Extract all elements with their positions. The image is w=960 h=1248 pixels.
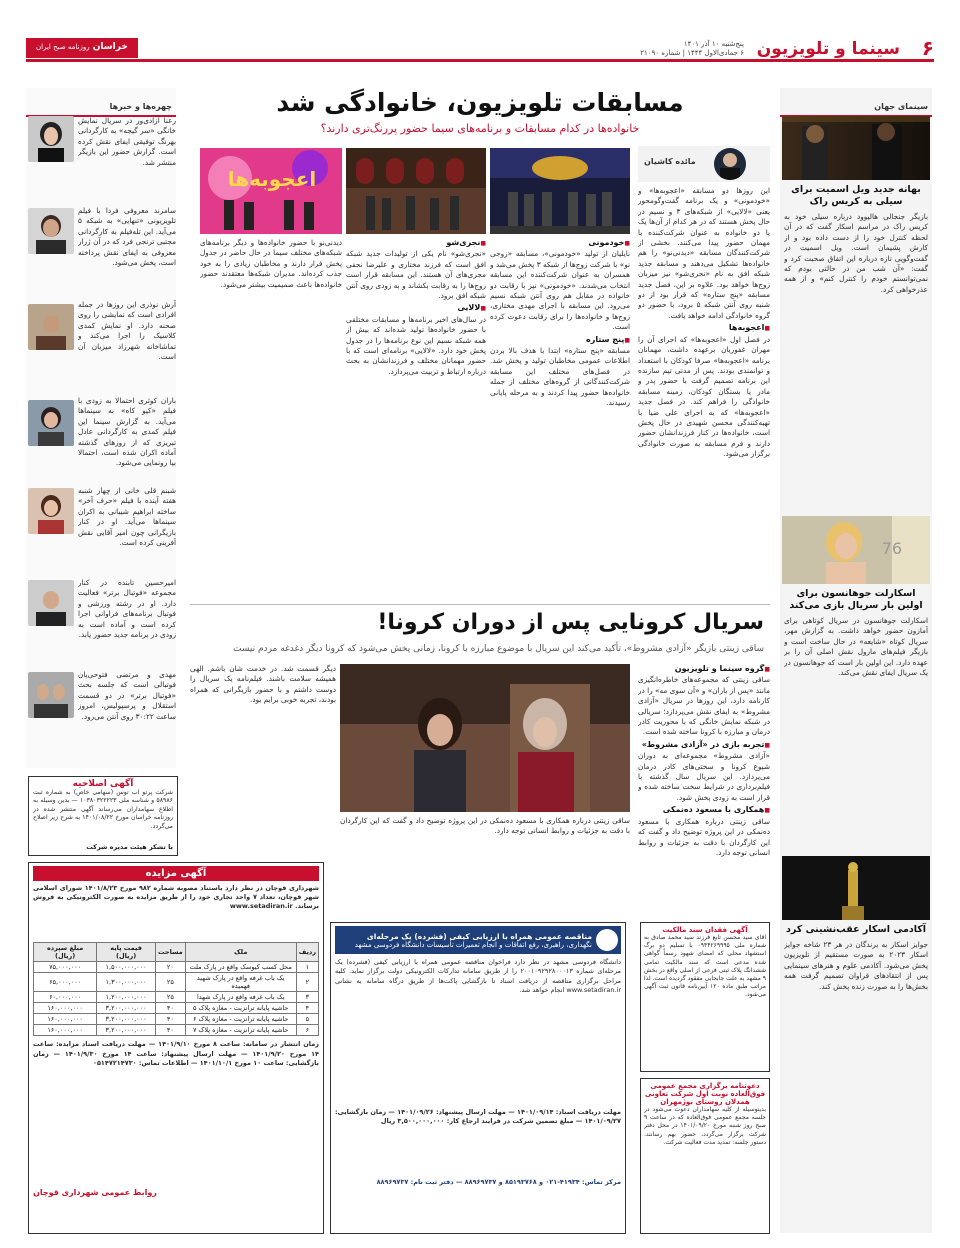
section-divider: [190, 604, 770, 605]
face-photo-7: [28, 672, 74, 718]
series-col-3: دیگر قسمت شد. در خدمت شان باشم. الهی همیشه سلامت باشند. فیلم‌نامه یک سریال را دوست داشتم و با حضور بازیگرانی که همراه بودند، تجربه خوبی برایم بود.: [190, 664, 336, 705]
world-text-1: بازیگر جنجالی هالیوود درباره سیلی خود به کریس راک در مراسم اسکار گفت که در آن لحظه کنترل خود را از دست داده بود و از کارش پشیمان است. ویل اسمیت در گفت‌وگویی تازه درباره این اتفاق صحبت کرد و گفت: «آن شب من در حالتی بودم که نمی‌توانستم خودم را کنترل کنم» و از همه عذرخواهی کرد.: [784, 212, 928, 294]
face-text-1: رعنا آزادی‌ور در سریال نمایش خانگی «سر گیجه» به کارگردانی بهرنگ توفیقی ایفای نقش کرده است. گزارش حضور این بازیگر منتشر شد.: [78, 116, 176, 167]
main-subtitle: خانواده‌ها در کدام مسابقات و برنامه‌های سیما حضور پررنگ‌تری دارند؟: [320, 122, 640, 135]
series-title: سریال کرونایی پس از دوران کرونا!: [377, 610, 764, 635]
page-header: [26, 36, 934, 62]
svg-text:اعجوبه‌ها: اعجوبه‌ها: [227, 167, 317, 191]
scarlett-photo: [782, 516, 930, 584]
face-photo-2: [28, 208, 74, 254]
table-row: ۲ یک باب غرفه واقع در پارک شهید فهمیده ۲۵ ۱,۳۰۰,۰۰۰,۰۰۰ ۶۵,۰۰۰,۰۰۰: [34, 973, 319, 992]
world-caption-2: اسکارلت جوهانسون برای اولین بار سریال بازی می‌کند: [789, 588, 923, 611]
will-smith-photo: [782, 116, 930, 180]
series-col-1: ■ گروه سینما و تلویزیون ساقی زینتی که مجموعه‌های خاطره‌انگیزی مانند «پس از باران» و «آن سوی مه» را در کارنامه دارد، این روزها در سریال «آزادی مشروط» به ایفای نقش می‌پردازد؛ سریالی در شبکه نمایش خانگی که با محوریت کادر درمان و مبارزه با کرونا ساخته شده است. ■ تجربه بازی در «آزادی مشروط» «آزادی مشروط» مجموعه‌ای به دوران شیوع کرونا و سختی‌های کادر درمان می‌پردازد. این سریال سال گذشته با فیلم‌برداری در شرایط سخت ساخته شده و قرار است به زودی پخش شود. ■ همکاری با مسعود ده‌نمکی ساقی زینتی درباره همکاری با مسعود ده‌نمکی در این پروژه توضیح داد و گفت که این کارگردان با دقت به جزئیات و روابط انسانی توجه دارد.: [638, 664, 770, 1094]
table-row: ۴ حاشیه پایانه ترانزیت - مغازه پلاک ۵ ۴۰ ۳,۲۰۰,۰۰۰,۰۰۰ ۱۶۰,۰۰۰,۰۰۰: [34, 1003, 319, 1014]
face-text-6: امیرحسین تابنده در کنار مجموعه «فوتبال برتر» فعالیت دارد. او در رشته ورزشی و فوتبال برنامه‌های فراوانی اجرا کرده است و آماده است به زودی در برنامه جدید حضور یابد.: [78, 578, 176, 640]
brand-logo: خراسان روزنامه صبح ایران: [26, 38, 138, 58]
oscar-photo: [782, 856, 930, 920]
main-col-1: این روزها دو مسابقه «اعجوبه‌ها» و «خودمونی» و یک برنامه گفت‌وگومحور یعنی «لالایی» از شبکه‌های ۳ و نسیم در حال پخش هستند که در هر کدام از آن‌ها یک یا دو خانواده به عنوان شرکت‌کننده یا مهمان حضور پیدا می‌کنند. بخشی از شرکت‌کنندگان مسابقه «دیدنی‌نو» را هم خانواده‌ها تشکیل می‌دهند و مسابقه جدید شبکه افق به نام «نجری‌شو» نیز میزبان زوج‌ها خواهد بود. علاوه بر این، فصل جدید مسابقه «پنج ستاره» که قرار بود از دو شنبه روی آنتن شبکه ۵ برود، با حضور دو گروه خانوادگی ادامه خواهد یافت. ■ اعجوبه‌ها در فصل اول «اعجوبه‌ها» که اجرای آن را مهران غفوریان برعهده داشت، مهمانان برنامه «اعجوبه‌ها» صرفا کودکان با استعداد و توانمندی بودند. پس از مدتی تیم سازنده این برنامه تصمیم گرفت با حضور پدر و مادر یا بستگان کودکان، زمینه مسابقه خانوادگی را فراهم کند. در فصل جدید «اعجوبه‌ها» که به اجرای علی ضیا با تهیه‌کنندگی محسن شهیدی در حال پخش است، خانواده‌ها در کنار فرزندانشان حضور دارند و فرم مسابقه به صورت خانوادگی برگزار می‌شود.: [638, 186, 770, 594]
assembly-notice: دعوتنامه برگزاری مجمع عمومی فوق‌العاده نوبت اول شرکت تعاونی همدلان روستای بوژمهران بدینوسیله از کلیه سهامداران دعوت می‌شود در جلسه مجمع عمومی فوق‌العاده که در ساعت ۹ صبح روز شنبه مورخ ۱۴۰۱/۰۹/۲۰ در محل دفتر شرکت برگزار می‌گردد، حضور بهم رسانند. دستور جلسه: تمدید مدت فعالیت شرکت.: [640, 1078, 770, 1234]
face-photo-6: [28, 580, 74, 626]
series-col-2: ساقی زینتی درباره همکاری با مسعود ده‌نمکی در این پروژه توضیح داد و گفت که این کارگردان با دقت به جزئیات و روابط انسانی توجه دارد.: [340, 816, 630, 836]
face-text-2: سامرند معروفی فردا با فیلم تلویزیونی «تنهایی» به شبکه ۵ می‌آید. این تله‌فیلم به کارگردانی مجتبی ترنجی فرد که در آن ژرار معروفی به ایفای نقش پرداخته است، پخش می‌شود.: [78, 206, 176, 268]
faces-heading: چهره‌ها و خبرها: [26, 92, 176, 117]
face-photo-3: [28, 304, 74, 350]
author-name: مائده کاشیان: [644, 157, 696, 166]
author-box: [638, 146, 770, 182]
series-photo: [340, 664, 630, 812]
main-col-4: دیدنی‌نو با حضور خانواده‌ها و دیگر برنامه‌های شبکه‌های مختلف سیما در حال حاضر در جدول پخش قرار دارند و مخاطبان زیادی را به خود جذب کرده‌اند. مدیران شبکه‌ها معتقدند حضور خانواده‌ها باعث صمیمیت بیشتر می‌شود.: [200, 238, 342, 289]
table-row: ۱ محل کسب کیوسک واقع در پارک ملت ۲۰ ۱,۵۰۰,۰۰۰,۰۰۰ ۷۵,۰۰۰,۰۰۰: [34, 962, 319, 973]
main-col-2: ■ خودمونی نایلیان از تولید «خودمونی»، مسابقه «زوجی نو» با شرکت زوج‌ها از شبکه ۳ پخش می‌شد و همسران به عنوان شرکت‌کننده این مسابقه انتخاب می‌شدند. «خودمونی» نیز با رقابت دو خانواده در مقابل هم روی آنتن شبکه نسیم می‌رود. این مسابقه با اجرای مهدی مختاری، زوج‌ها و خانواده‌ها را برای رقابت دعوت کرده است. ■ پنج ستاره مسابقه «پنج ستاره» ابتدا با هدف بالا بردن اطلاعات عمومی مخاطبان تولید و پخش شد. در فصل‌های مختلف این مسابقه شرکت‌کنندگانی از گروه‌های مختلف از جمله خانواده‌ها حضور پیدا کردند و به مرحله پایانی رسیدند.: [490, 238, 630, 594]
author-photo: [714, 148, 746, 180]
face-text-7: مهدی و مرتضی فتوحی‌یان فوتبالی است که جلسه بحث «فوتبال برتر» در دو قسمت استقلال و پرسپولیس، امروز ساعت ۳۰:۲۲ روی آنتن می‌رود.: [78, 670, 176, 721]
svg-text:76: 76: [881, 539, 902, 558]
tender-ad: آگهی مزایده شهرداری قوچان در نظر دارد باستناد مصوبه شماره ۹۸۲ مورخ ۱۴۰۱/۸/۲۳ شورای اسلامی شهر قوچان، تعداد ۷ واحد تجاری خود را از طریق مزایده به صورت الکترونیکی به فروش برساند. www.setadiran.ir ردیف ملک مساحت قیمت پایه (ریال) مبلغ سپرده (ریال) ۱ محل کسب کیوسک واقع در پارک ملت ۲۰ ۱,۵۰۰,۰۰۰,۰۰۰ ۷۵,۰۰۰,۰۰۰ ۲ یک باب غرفه واقع در پارک شهید فهمیده ۲۵ ۱,۳۰۰,۰۰۰,۰۰۰ ۶۵,۰۰۰,۰۰۰ ۳ یک باب غرفه واقع در پارک شهدا ۲۵ ۱,۲۰۰,۰۰۰,۰۰۰ ۶۰,۰۰۰,۰۰۰ ۴ حاشیه پایانه ترانزیت - مغازه پلاک ۵ ۴۰ ۳,۲۰۰,۰۰۰,۰۰۰ ۱۶۰,۰۰۰,۰۰۰ ۵ حاشیه پایانه ترانزیت - مغازه پلاک ۶ ۴۰ ۳,۲۰۰,۰۰۰,۰۰۰ ۱۶۰,۰۰۰,۰۰۰ ۶ حاشیه پایانه ترانزیت - مغازه پلاک ۷ ۴۰ ۳,۲۰۰,۰۰۰,۰۰۰ ۱۶۰,۰۰۰,۰۰۰ زمان انتشار در سامانه: ساعت ۸ مورخ ۱۴۰۱/۹/۱۰ — مهلت دریافت اسناد مزایده: ساعت ۱۴ مورخ ۱۴۰۱/۹/۲۰ — مهلت ارسال پیشنهاد: ساعت ۱۴ مورخ ۱۴۰۱/۹/۳۰ — زمان بازگشایی: ساعت ۱۰ مورخ ۱۴۰۱/۱۰/۱ — اطلاعات تماس: ۰۵۱۴۷۲۱۴۷۳۰ روابط عمومی شهرداری قوچان: [28, 862, 324, 1234]
face-text-3: آرش نوذری این روزها در جمله افرادی است که نمایشی را روی صحنه دارد. او نمایش کمدی کلاسیک را اجرا می‌کند و تماشاخانه شهرزاد میزبان آن است.: [78, 300, 176, 362]
correction-notice: آگهی اصلاحیه شرکت پرتو آب توس (سهامی خاص) به شماره ثبت ۵۸۹۸۶ و شناسه ملی ۱۰۳۸۰۳۲۲۲۲۳ — بدین وسیله به اطلاع سهامداران می‌رساند آگهی منتشر شده در روزنامه خراسان مورخ ۱۴۰۱/۰۸/۲۲ به شرح زیر اصلاح می‌گردد. با تشکر هیئت مدیره شرکت: [28, 776, 178, 856]
stage-photo-2: [346, 148, 486, 234]
lost-document-notice: آگهی فقدان سند مالکیت آقای سید محسن تابع فرزند سید محمد صادق به شماره ملی ۰۹۴۴۲۶۹۹۹۵ با تسلیم دو برگ استشهاد محلی که امضای شهود رسماً گواهی شده مدعی است که سند مالکیت تمامی ششدانگ پلاک ثبتی فرعی از اصلی واقع در بخش ۹ مشهد به علت جابجایی مفقود گردیده است. لذا مراتب طبق ماده ۱۲۰ آیین‌نامه قانون ثبت آگهی می‌شود.: [640, 922, 770, 1072]
table-row: ۵ حاشیه پایانه ترانزیت - مغازه پلاک ۶ ۴۰ ۳,۲۰۰,۰۰۰,۰۰۰ ۱۶۰,۰۰۰,۰۰۰: [34, 1014, 319, 1025]
world-text-2: اسکارلت جوهانسون در سریال کوتاهی برای آمازون حضور خواهد داشت. به گزارش مهر، سریال کوتاه «شایعه» در حال ساخت است و بازیگر فیلم‌های مارول نقش اصلی آن را بر عهده دارد. این اولین بار است که جوهانسون در یک سریال ایفای نقش می‌کند.: [784, 616, 928, 678]
face-text-5: شبنم قلی خانی از چهار شنبه هفته آینده با فیلم «حرف آخر» ساخته ابراهیم شیبانی به اکران سینماها می‌آید. او در کنار بازیگرانی چون امیر آقایی نقش آفرینی کرده است.: [78, 486, 176, 548]
university-tender-ad: مناقصه عمومی همراه با ارزیابی کیفی (فشرده) یک مرحله‌ای نگهداری، راهبری، رفع اتفاقات و انجام تعمیرات تأسیسات دانشگاه فردوسی مشهد دانشگاه فردوسی مشهد در نظر دارد فراخوان مناقصه عمومی همراه با ارزیابی کیفی (فشرده) یک مرحله‌ای شماره ۲۰۰۱۰۹۲۹۲۸۰۰۰۱۳ را از طریق سامانه تدارکات الکترونیکی دولت برگزار نماید. کلیه مراحل برگزاری مناقصه از دریافت اسناد تا بازگشایی پاکت‌ها از طریق درگاه سامانه به نشانی www.setadiran.ir انجام خواهد شد. مهلت دریافت اسناد: ۱۴۰۱/۰۹/۱۴ — مهلت ارسال پیشنهاد: ۱۴۰۱/۰۹/۲۶ — زمان بازگشایی: ۱۴۰۱/۰۹/۲۷ — مبلغ تضمین شرکت در فرایند ارجاع کار: ۳,۵۰۰,۰۰۰,۰۰۰ ریال مرکز تماس: ۴۱۹۳۴-۰۲۱ و ۸۵۱۹۳۷۶۸ و ۸۸۹۶۹۷۳۷ — دفتر ثبت نام: ۸۸۹۶۹۷۳۷: [330, 922, 626, 1234]
section-title: سینما و تلویزیون: [756, 39, 900, 59]
ajoobe-logo-photo: [200, 148, 342, 234]
tender-signature: روابط عمومی شهرداری قوچان: [33, 1188, 157, 1197]
table-row: ۳ یک باب غرفه واقع در پارک شهدا ۲۵ ۱,۲۰۰,۰۰۰,۰۰۰ ۶۰,۰۰۰,۰۰۰: [34, 992, 319, 1003]
series-subtitle: ساقی زینتی بازیگر «آزادی مشروط»، تأکید می‌کند این سریال با موضوع مبارزه با کرونا، زمانی پخش می‌شود که کرونا دیگر دغدغه مردم نیست: [233, 644, 764, 654]
world-text-3: جوایز اسکار به برندگان در هر ۲۳ شاخه جوایز اسکار ۲۰۲۳ به صورت مستقیم از تلویزیون پخش می‌شود. آکادمی علوم و هنرهای سینمایی پس از انتقادهای فراوان تصمیم گرفت همه بخش‌ها را به صورت زنده پخش کند.: [784, 940, 928, 991]
face-text-4: باران کوثری احتمالا به زودی با فیلم «کیو کاه» به سینماها می‌آید. به گزارش سینما این فیلم کمدی به کارگردانی عادل تبریزی که از روزهای گذشته آماده اکران شده است، احتمالا بیا رونمایی می‌شود.: [78, 396, 176, 468]
date-line: پنج‌شنبه ۱۰ آذر ۱۴۰۱ ۶ جمادی‌الاول ۱۴۴۴ | شماره ۲۱۰۹۰: [640, 40, 744, 57]
world-caption-1: بهانه جدید ویل اسمیت برای سیلی به کریس راک: [791, 184, 921, 207]
world-cinema-heading: سینمای جهان: [780, 92, 932, 117]
table-row: ۶ حاشیه پایانه ترانزیت - مغازه پلاک ۷ ۴۰ ۳,۲۰۰,۰۰۰,۰۰۰ ۱۶۰,۰۰۰,۰۰۰: [34, 1025, 319, 1036]
page-number: ۶: [921, 36, 934, 60]
face-photo-5: [28, 488, 74, 534]
main-col-3: ■ نجری‌شو «نجری‌شو» نام یکی از تولیدات جدید شبکه افق است که فرزند مختاری و علیرضا نجفی مجری‌های آن هستند. این مسابقه قرار است زوج‌ها را به رقابت بکشاند و به زودی روی آنتن شبکه افق برود. ■ لالایی در سال‌های اخیر برنامه‌ها و مسابقات مختلفی با حضور خانواده‌ها تولید شده‌اند که بیش از همه شبکه نسیم این نوع برنامه‌ها را در جدول پخش خود دارد. «لالایی» برنامه‌ای است که با حضور مهمانان مختلف و فرزندانشان به بحث درباره ارتباط و تربیت می‌پردازد.: [346, 238, 486, 594]
world-caption-3: آکادمی اسکار عقب‌نشینی کرد: [785, 924, 927, 935]
face-photo-1: [28, 116, 74, 162]
university-logo-icon: [596, 929, 618, 951]
tender-table: ردیف ملک مساحت قیمت پایه (ریال) مبلغ سپرده (ریال) ۱ محل کسب کیوسک واقع در پارک ملت ۲۰ ۱,۵۰۰,۰۰۰,۰۰۰ ۷۵,۰۰۰,۰۰۰ ۲ یک باب غرفه واقع در پارک شهید فهمیده ۲۵ ۱,۳۰۰,۰۰۰,۰۰۰ ۶۵,۰۰۰,۰۰۰ ۳ یک باب غرفه واقع در پارک شهدا ۲۵ ۱,۲۰۰,۰۰۰,۰۰۰ ۶۰,۰۰۰,۰۰۰ ۴ حاشیه پایانه ترانزیت - مغازه پلاک ۵ ۴۰ ۳,۲۰۰,۰۰۰,۰۰۰ ۱۶۰,۰۰۰,۰۰۰ ۵ حاشیه پایانه ترانزیت - مغازه پلاک ۶ ۴۰ ۳,۲۰۰,۰۰۰,۰۰۰ ۱۶۰,۰۰۰,۰۰۰ ۶ حاشیه پایانه ترانزیت - مغازه پلاک ۷ ۴۰ ۳,۲۰۰,۰۰۰,۰۰۰ ۱۶۰,۰۰۰,۰۰۰: [33, 942, 319, 1036]
stage-photo-1: [490, 148, 630, 234]
face-photo-4: [28, 400, 74, 446]
main-title: مسابقات تلویزیون، خانوادگی شد: [276, 88, 684, 117]
